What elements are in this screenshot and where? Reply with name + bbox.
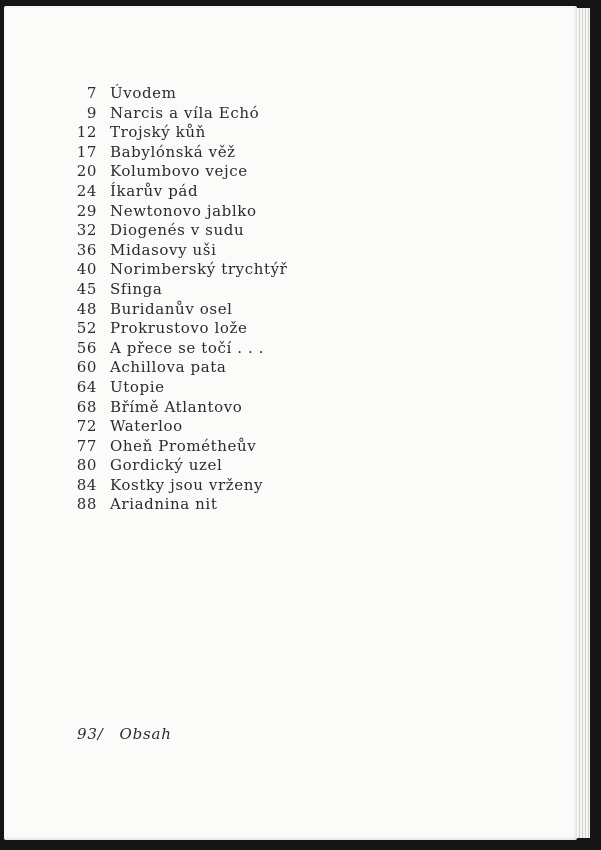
- toc-entry: [64, 437, 287, 457]
- toc-page-number: 68: [76, 397, 97, 416]
- toc-title: Íkarův pád: [110, 181, 199, 200]
- toc-page-number: 80: [76, 456, 97, 475]
- toc-title: Ariadnina nit: [110, 495, 218, 514]
- toc-page-number: 72: [76, 417, 97, 436]
- toc-title: Sfinga: [110, 279, 163, 298]
- toc-entry: [64, 202, 287, 222]
- toc-entry: [64, 495, 287, 515]
- toc-title: Diogenés v sudu: [110, 221, 245, 240]
- toc-page-number: 52: [76, 319, 97, 338]
- toc-page-number: 77: [76, 436, 97, 455]
- toc-page-number: 56: [76, 338, 97, 357]
- table-of-contents: [64, 84, 287, 515]
- toc-entry: [64, 300, 287, 320]
- toc-page-number: 36: [76, 240, 97, 259]
- toc-title: Prokrustovo lože: [110, 319, 248, 338]
- toc-page-number: 9: [86, 103, 97, 122]
- toc-title: Buridanův osel: [110, 299, 233, 318]
- toc-title: Norimberský trychtýř: [110, 260, 288, 279]
- toc-title: Achillova pata: [110, 358, 227, 377]
- toc-title: Newtonovo jablko: [110, 201, 257, 220]
- toc-entry: [64, 143, 287, 163]
- toc-title: A přece se točí . . .: [110, 338, 265, 357]
- toc-title: Břímě Atlantovo: [110, 397, 243, 416]
- toc-page-number: 84: [76, 475, 97, 494]
- page-footer: [77, 725, 172, 743]
- toc-title: Waterloo: [110, 417, 183, 436]
- toc-title: Úvodem: [110, 84, 177, 102]
- book-page: [4, 6, 577, 840]
- toc-entry: [64, 182, 287, 202]
- toc-page-number: 60: [76, 358, 97, 377]
- toc-page-number: 64: [76, 377, 97, 396]
- toc-entry: [64, 358, 287, 378]
- toc-entry: [64, 417, 287, 437]
- toc-title: Kolumbovo vejce: [110, 162, 248, 181]
- toc-title: Trojský kůň: [110, 123, 206, 142]
- toc-entry: [64, 260, 287, 280]
- toc-entry: [64, 221, 287, 241]
- toc-title: Babylónská věž: [110, 142, 236, 161]
- running-section-title: Obsah: [119, 725, 172, 743]
- page-folio: 93/: [77, 725, 104, 743]
- toc-page-number: 12: [76, 123, 97, 142]
- toc-title: Gordický uzel: [110, 456, 223, 475]
- toc-page-number: 7: [86, 84, 97, 102]
- toc-page-number: 48: [76, 299, 97, 318]
- toc-title: Utopie: [110, 377, 165, 396]
- toc-title: Narcis a víla Echó: [110, 103, 260, 122]
- toc-entry: [64, 84, 287, 104]
- toc-title: Kostky jsou vrženy: [110, 475, 264, 494]
- toc-page-number: 20: [76, 162, 97, 181]
- toc-page-number: 88: [76, 495, 97, 514]
- toc-page-number: 24: [76, 181, 97, 200]
- toc-entry: [64, 319, 287, 339]
- toc-title: Oheň Prométheův: [110, 436, 257, 455]
- toc-entry: [64, 378, 287, 398]
- book-page-edges: [577, 8, 590, 838]
- toc-entry: [64, 123, 287, 143]
- toc-page-number: 45: [76, 279, 97, 298]
- toc-entry: [64, 241, 287, 261]
- toc-page-number: 29: [76, 201, 97, 220]
- toc-entry: [64, 339, 287, 359]
- toc-page-number: 32: [76, 221, 97, 240]
- toc-entry: [64, 104, 287, 124]
- toc-page-number: 17: [76, 142, 97, 161]
- toc-entry: [64, 162, 287, 182]
- toc-entry: [64, 398, 287, 418]
- toc-entry: [64, 280, 287, 300]
- toc-title: Midasovy uši: [110, 240, 217, 259]
- toc-entry: [64, 476, 287, 496]
- toc-entry: [64, 456, 287, 476]
- toc-page-number: 40: [76, 260, 97, 279]
